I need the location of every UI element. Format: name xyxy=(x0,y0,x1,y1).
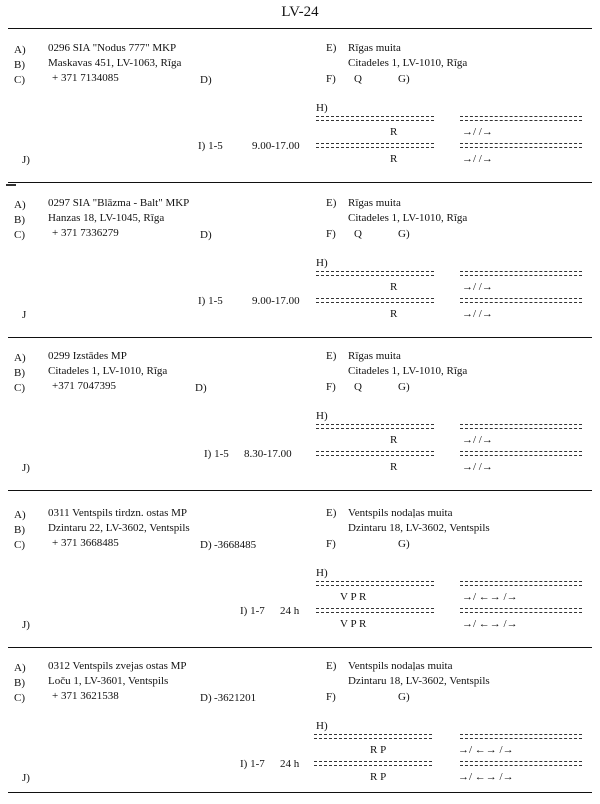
dashed-line xyxy=(316,271,434,276)
entry-name: 0311 Ventspils tirdzn. ostas MP xyxy=(48,507,188,519)
direction-arrows: →/ /→ xyxy=(462,434,493,446)
direction-arrows: →/ /→ xyxy=(462,461,493,473)
entry-phone: + 371 7336279 xyxy=(52,227,119,239)
direction-arrows: →/ /→ xyxy=(462,281,493,293)
customs-address: Citadeles 1, LV-1010, Rīga xyxy=(348,212,468,224)
direction-arrows: →/ /→ xyxy=(462,153,493,165)
fax-value: -3668485 xyxy=(214,539,257,551)
dashed-line xyxy=(316,451,434,456)
label-c: C) xyxy=(14,74,25,86)
entry-address: Maskavas 451, LV-1063, Rīga xyxy=(48,57,182,69)
f-value: Q xyxy=(354,228,362,240)
label-c: C) xyxy=(14,692,25,704)
direction-arrows: →/ ←→ /→ xyxy=(458,744,514,756)
label-e: E) xyxy=(326,507,337,519)
entry-name: 0296 SIA "Nodus 777" MKP xyxy=(48,42,177,54)
label-g: G) xyxy=(398,538,410,550)
customs-address: Dzintaru 18, LV-3602, Ventspils xyxy=(348,675,490,687)
label-j: J) xyxy=(22,619,30,631)
margin-mark xyxy=(6,184,16,186)
page-title: LV-24 xyxy=(281,4,319,20)
label-f: F) xyxy=(326,228,336,240)
label-b: B) xyxy=(14,677,25,689)
dashed-line xyxy=(314,761,432,766)
entry-phone: +371 7047395 xyxy=(52,380,116,392)
entry-phone: + 371 3668485 xyxy=(52,537,119,549)
label-f: F) xyxy=(326,538,336,550)
entry-name: 0299 Izstādes MP xyxy=(48,350,127,362)
transport-modes: R P xyxy=(370,771,387,783)
entry-address: Loču 1, LV-3601, Ventspils xyxy=(48,675,169,687)
transport-modes: V P R xyxy=(340,591,367,603)
label-d: D) xyxy=(195,382,207,394)
customs-name: Rīgas muita xyxy=(348,197,401,209)
label-b: B) xyxy=(14,524,25,536)
entry-divider xyxy=(8,647,592,648)
entry-divider xyxy=(8,792,592,793)
dashed-line xyxy=(314,734,432,739)
dashed-line xyxy=(316,608,434,613)
dashed-line xyxy=(460,116,582,121)
dashed-line xyxy=(316,143,434,148)
entry-address: Dzintaru 22, LV-3602, Ventspils xyxy=(48,522,190,534)
label-h: H) xyxy=(316,720,328,732)
label-b: B) xyxy=(14,59,25,71)
dashed-line xyxy=(460,424,582,429)
dashed-line xyxy=(460,734,582,739)
f-value: Q xyxy=(354,381,362,393)
label-h: H) xyxy=(316,567,328,579)
label-h: H) xyxy=(316,410,328,422)
direction-arrows: →/ ←→ /→ xyxy=(462,618,518,630)
entry-address: Citadeles 1, LV-1010, Rīga xyxy=(48,365,168,377)
label-a: A) xyxy=(14,199,26,211)
label-d: D) xyxy=(200,229,212,241)
label-g: G) xyxy=(398,73,410,85)
entry-name: 0312 Ventspils zvejas ostas MP xyxy=(48,660,187,672)
label-g: G) xyxy=(398,381,410,393)
label-a: A) xyxy=(14,509,26,521)
label-d: D) xyxy=(200,74,212,86)
transport-modes: R xyxy=(390,434,398,446)
label-a: A) xyxy=(14,44,26,56)
transport-modes: V P R xyxy=(340,618,367,630)
dashed-line xyxy=(460,581,582,586)
label-e: E) xyxy=(326,42,337,54)
label-j: J) xyxy=(22,772,30,784)
entry-phone: + 371 7134085 xyxy=(52,72,119,84)
entry-address: Hanzas 18, LV-1045, Rīga xyxy=(48,212,165,224)
label-e: E) xyxy=(326,197,337,209)
transport-modes: R xyxy=(390,153,398,165)
label-i: I) 1-7 xyxy=(240,605,265,617)
customs-name: Ventspils nodaļas muita xyxy=(348,660,453,672)
direction-arrows: →/ ←→ /→ xyxy=(462,591,518,603)
label-a: A) xyxy=(14,352,26,364)
label-g: G) xyxy=(398,228,410,240)
label-b: B) xyxy=(14,367,25,379)
customs-address: Citadeles 1, LV-1010, Rīga xyxy=(348,57,468,69)
customs-name: Ventspils nodaļas muita xyxy=(348,507,453,519)
entry-divider xyxy=(8,182,592,183)
top-divider xyxy=(8,28,592,29)
label-c: C) xyxy=(14,539,25,551)
f-value: Q xyxy=(354,73,362,85)
dashed-line xyxy=(316,116,434,121)
working-hours: 8.30-17.00 xyxy=(244,448,292,460)
entry-phone: + 371 3621538 xyxy=(52,690,119,702)
label-g: G) xyxy=(398,691,410,703)
transport-modes: R xyxy=(390,461,398,473)
working-hours: 9.00-17.00 xyxy=(252,295,300,307)
dashed-line xyxy=(460,761,582,766)
label-h: H) xyxy=(316,102,328,114)
customs-name: Rīgas muita xyxy=(348,350,401,362)
label-a: A) xyxy=(14,662,26,674)
label-i: I) 1-5 xyxy=(204,448,229,460)
label-b: B) xyxy=(14,214,25,226)
label-h: H) xyxy=(316,257,328,269)
dashed-line xyxy=(460,298,582,303)
label-i: I) 1-7 xyxy=(240,758,265,770)
entry-name: 0297 SIA "Blāzma - Balt" MKP xyxy=(48,197,190,209)
dashed-line xyxy=(460,451,582,456)
dashed-line xyxy=(460,143,582,148)
dashed-line xyxy=(460,271,582,276)
entry-divider xyxy=(8,337,592,338)
working-hours: 24 h xyxy=(280,758,300,770)
label-i: I) 1-5 xyxy=(198,140,223,152)
direction-arrows: →/ /→ xyxy=(462,126,493,138)
customs-address: Dzintaru 18, LV-3602, Ventspils xyxy=(348,522,490,534)
label-c: C) xyxy=(14,229,25,241)
label-e: E) xyxy=(326,660,337,672)
customs-name: Rīgas muita xyxy=(348,42,401,54)
direction-arrows: →/ /→ xyxy=(462,308,493,320)
label-f: F) xyxy=(326,381,336,393)
dashed-line xyxy=(460,608,582,613)
label-f: F) xyxy=(326,73,336,85)
label-d: D) xyxy=(200,539,212,551)
dashed-line xyxy=(316,298,434,303)
label-j: J) xyxy=(22,154,30,166)
transport-modes: R xyxy=(390,126,398,138)
dashed-line xyxy=(316,424,434,429)
label-i: I) 1-5 xyxy=(198,295,223,307)
transport-modes: R P xyxy=(370,744,387,756)
fax-value: -3621201 xyxy=(214,692,257,704)
label-j: J xyxy=(22,309,27,321)
label-f: F) xyxy=(326,691,336,703)
direction-arrows: →/ ←→ /→ xyxy=(458,771,514,783)
entry-divider xyxy=(8,490,592,491)
label-j: J) xyxy=(22,462,30,474)
transport-modes: R xyxy=(390,281,398,293)
label-c: C) xyxy=(14,382,25,394)
dashed-line xyxy=(316,581,434,586)
working-hours: 9.00-17.00 xyxy=(252,140,300,152)
label-d: D) xyxy=(200,692,212,704)
transport-modes: R xyxy=(390,308,398,320)
working-hours: 24 h xyxy=(280,605,300,617)
label-e: E) xyxy=(326,350,337,362)
customs-address: Citadeles 1, LV-1010, Rīga xyxy=(348,365,468,377)
